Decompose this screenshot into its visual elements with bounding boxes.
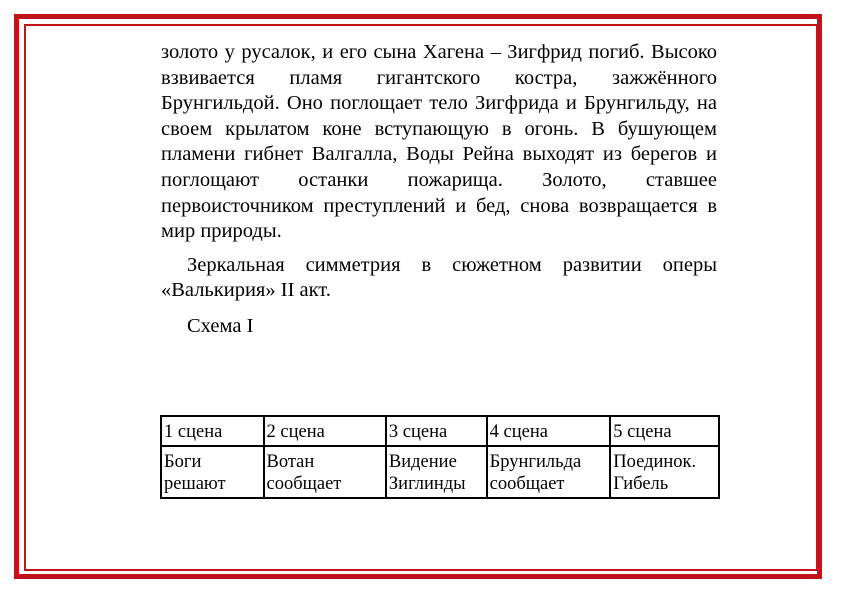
table-cell (386, 446, 487, 498)
cell-line: Зиглинды (388, 474, 466, 494)
table-cell (487, 446, 611, 498)
cell-line: сообщает (266, 474, 342, 494)
cell-line: решают (164, 474, 226, 494)
table-cell (610, 446, 719, 498)
cell-line: Вотан (266, 452, 315, 472)
text-content (161, 40, 717, 340)
cell-line: Брунгильда (489, 452, 582, 472)
header-cell: 3 сцена (386, 416, 487, 446)
scenes-table (160, 415, 720, 499)
scheme-label: Схема I (187, 314, 254, 337)
header-cell: 2 сцена (264, 416, 386, 446)
cell-line: Поединок. (613, 452, 697, 472)
header-cell: 5 сцена (610, 416, 719, 446)
table-row (161, 446, 719, 498)
paragraph-symmetry: Зеркальная симметрия в сюжетном развитии оперы «Валькирия» II акт. (161, 253, 717, 302)
cell-line: Боги (164, 452, 202, 472)
table-cell (161, 446, 264, 498)
cell-line: сообщает (489, 474, 565, 494)
table-cell (264, 446, 386, 498)
header-cell: 4 сцена (487, 416, 611, 446)
cell-line: Гибель (613, 474, 669, 494)
header-cell: 1 сцена (161, 416, 264, 446)
cell-line: Видение (388, 452, 457, 472)
paragraph-continuation: золото у русалок, и его сына Хагена – Зигфрид погиб. Высоко взвивается пламя гигантского костра, зажжённого Брунгильдой. Оно поглощает тело Зигфрида и Брунгильду, на своем крылатом коне вступающую в огонь. В бушующем пламени гибнет Валгалла, Воды Рейна выходят из берегов и поглощают останки пожарища. Золото, ставшее первоисточником преступлений и бед, снова возвращается в мир природы. (161, 41, 717, 243)
table-header-row (161, 416, 719, 446)
